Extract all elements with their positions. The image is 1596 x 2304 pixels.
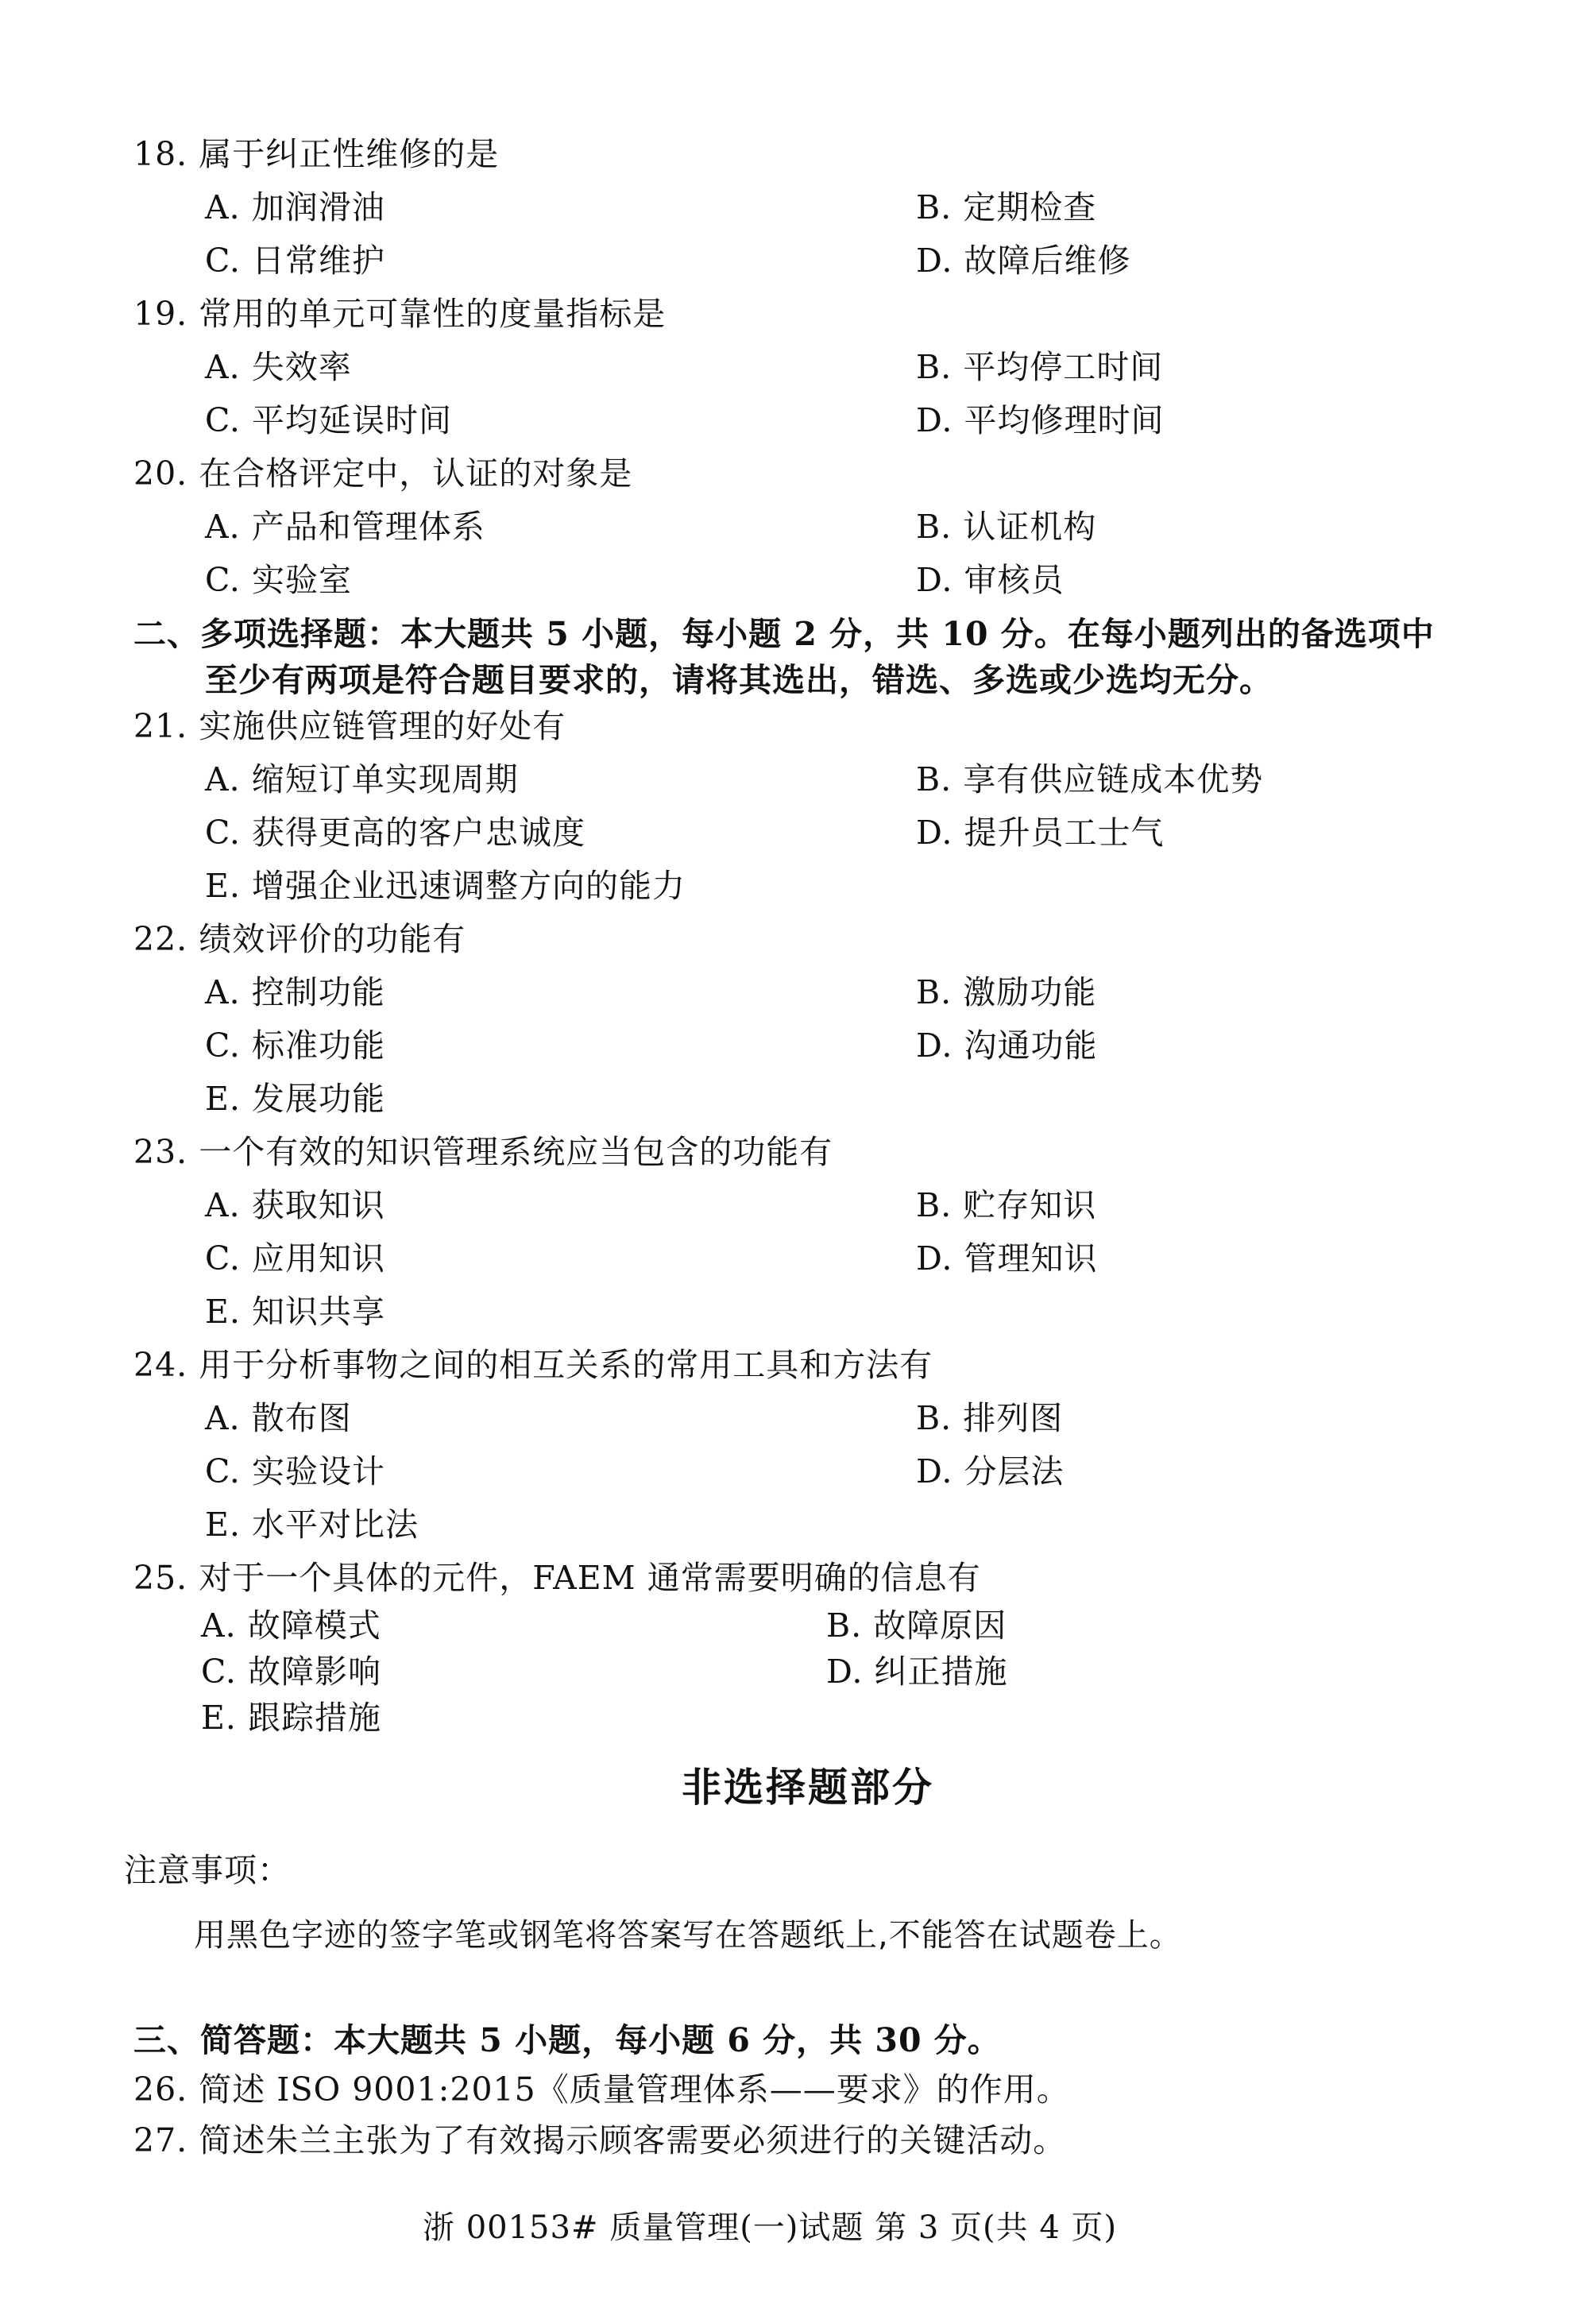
option-19-c: C. 平均延误时间 [205,401,452,439]
question-stem: 用于分析事物之间的相互关系的常用工具和方法有 [199,1346,933,1384]
question-19 [133,293,666,334]
option-22-d: D. 沟通功能 [916,1026,1098,1065]
option-24-b: B. 排列图 [916,1399,1064,1437]
option-25-a: A. 故障模式 [201,1606,381,1645]
question-number: 23. [133,1133,188,1171]
question-stem: 常用的单元可靠性的度量指标是 [199,295,667,333]
option-21-d: D. 提升员工士气 [916,814,1165,852]
question-number: 21. [133,707,188,745]
option-18-b: B. 定期检查 [916,188,1097,226]
option-25-d: D. 纠正措施 [826,1653,1008,1691]
question-stem: 对于一个具体的元件，FAEM 通常需要明确的信息有 [199,1559,981,1597]
page-footer: 浙 00153# 质量管理(一)试题 第 3 页(共 4 页) [423,2209,1118,2246]
option-24-a: A. 散布图 [205,1399,352,1437]
question-stem: 绩效评价的功能有 [199,920,466,958]
option-23-a: A. 获取知识 [205,1186,385,1224]
question-number: 24. [133,1346,188,1384]
question-23 [133,1131,833,1173]
option-23-e: E. 知识共享 [205,1293,386,1331]
question-stem: 简述朱兰主张为了有效揭示顾客需要必须进行的关键活动。 [199,2121,1067,2159]
non-choice-title: 非选择题部分 [682,1764,934,1811]
question-stem: 简述 ISO 9001:2015《质量管理体系——要求》的作用。 [199,2070,1070,2109]
option-24-d: D. 分层法 [916,1452,1065,1490]
option-21-b: B. 享有供应链成本优势 [916,760,1264,798]
option-22-b: B. 激励功能 [916,973,1097,1011]
question-number: 18. [133,135,188,173]
question-number: 22. [133,920,188,958]
notice-label: 注意事项： [124,1851,291,1889]
question-20 [133,453,632,494]
option-22-e: E. 发展功能 [205,1080,386,1118]
question-number: 20. [133,454,188,493]
question-22 [133,918,466,960]
option-22-a: A. 控制功能 [205,973,385,1011]
option-25-c: C. 故障影响 [201,1653,381,1691]
notice-text: 用黑色字迹的签字笔或钢笔将答案写在答题纸上,不能答在试题卷上。 [194,1917,1182,1954]
option-19-b: B. 平均停工时间 [916,348,1164,386]
question-26 [133,2069,1070,2110]
question-25 [133,1557,981,1598]
option-19-a: A. 失效率 [205,348,352,386]
question-number: 26. [133,2070,188,2109]
option-25-e: E. 跟踪措施 [201,1699,382,1737]
option-21-e: E. 增强企业迅速调整方向的能力 [205,867,686,905]
option-20-d: D. 审核员 [916,561,1065,599]
option-23-d: D. 管理知识 [916,1239,1098,1278]
section-2-heading-line-2: 至少有两项是符合题目要求的，请将其选出，错选、多选或少选均无分。 [205,661,1273,699]
question-27 [133,2120,1066,2161]
option-20-c: C. 实验室 [205,561,352,599]
option-23-b: B. 贮存知识 [916,1186,1097,1224]
question-stem: 实施供应链管理的好处有 [199,707,566,745]
question-21 [133,706,566,747]
option-18-d: D. 故障后维修 [916,242,1131,280]
question-number: 19. [133,295,188,333]
option-24-c: C. 实验设计 [205,1452,385,1490]
option-22-c: C. 标准功能 [205,1026,385,1065]
option-20-a: A. 产品和管理体系 [205,508,485,546]
question-number: 25. [133,1559,188,1597]
question-stem: 一个有效的知识管理系统应当包含的功能有 [199,1133,833,1171]
option-20-b: B. 认证机构 [916,508,1097,546]
option-18-c: C. 日常维护 [205,242,385,280]
question-stem: 属于纠正性维修的是 [199,135,500,173]
option-25-b: B. 故障原因 [826,1606,1007,1645]
option-24-e: E. 水平对比法 [205,1506,419,1544]
option-21-c: C. 获得更高的客户忠诚度 [205,814,585,852]
section-2-heading-line-1: 二、多项选择题：本大题共 5 小题，每小题 2 分，共 10 分。在每小题列出的备选项中 [133,615,1435,653]
section-3-heading: 三、简答题：本大题共 5 小题，每小题 6 分，共 30 分。 [133,2021,1001,2059]
option-19-d: D. 平均修理时间 [916,401,1165,439]
question-number: 27. [133,2121,188,2159]
option-21-a: A. 缩短订单实现周期 [205,760,519,798]
question-stem: 在合格评定中，认证的对象是 [199,454,633,493]
option-23-c: C. 应用知识 [205,1239,385,1278]
question-24 [133,1344,933,1386]
question-18 [133,133,499,175]
option-18-a: A. 加润滑油 [205,188,385,226]
